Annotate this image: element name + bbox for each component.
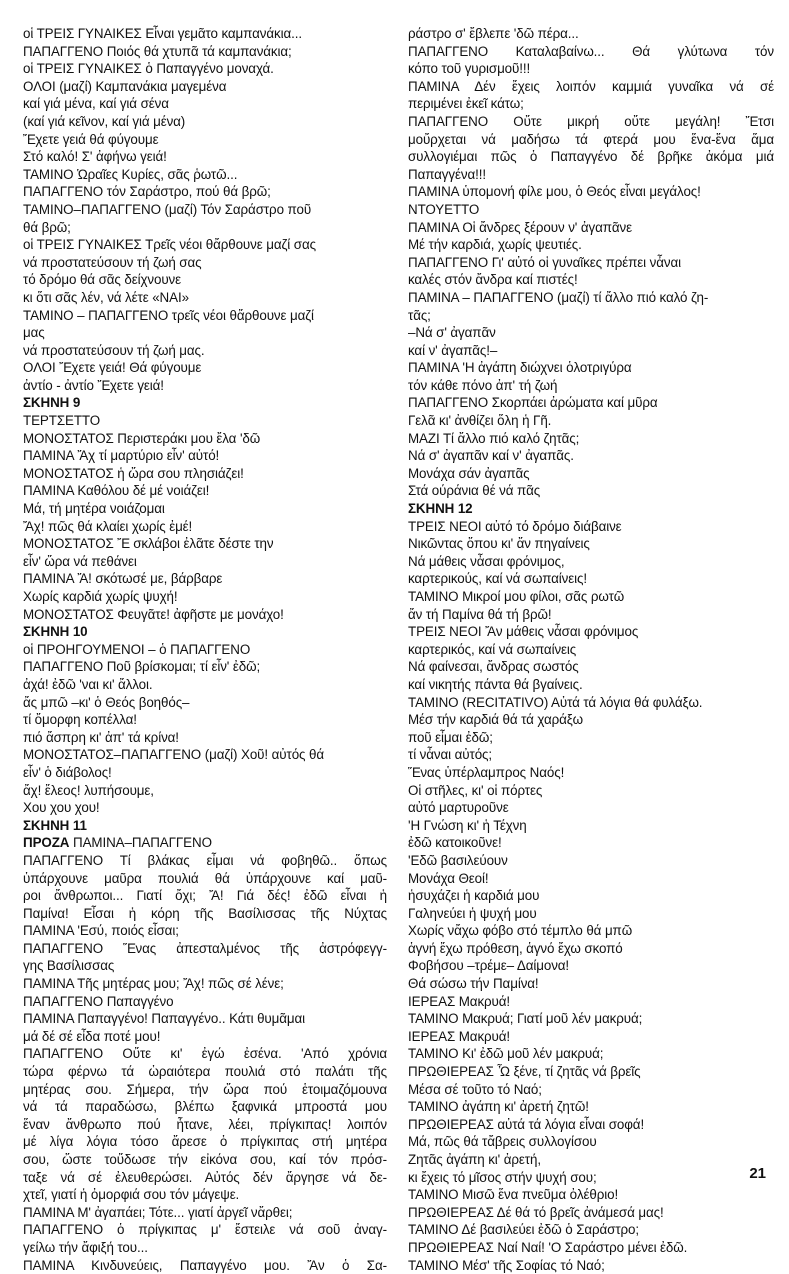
text-line: ΜΟΝΟΣΤΑΤΟΣ ἡ ὥρα σου πλησιάζει! [23,465,244,481]
text-line: Ἔχετε γειά θά φύγουμε [23,131,159,147]
text-line: περιμένει ἐκεῖ κάτω; [408,96,524,112]
text-line: ΠΑΜΙΝΑ Κινδυνεύεις, Παπαγγένο μου. Ἄν ὁ Σα- [23,1257,387,1273]
text-line: ΤΕΡΤΣΕΤΤΟ [23,413,101,429]
text-line: οἱ ΤΡΕΙΣ ΓΥΝΑΙΚΕΣ Εἶναι γεμᾶτο καμπανάκια... [23,26,302,41]
text-line: μέ λίγα λόγια τόσο ἄρεσε ὁ πρίγκιπας στή μητέρα [23,1134,387,1150]
text-line: ταξε νά σέ ἐλευθερώσει. Αὐτός δέν ἄργησε νά δε- [23,1169,387,1185]
text-line: ΠΡΩΘΙΕΡΕΑΣ Ναί Ναί! 'Ο Σαράστρο μένει ἐδῶ. [408,1239,688,1255]
text-line: Μέσα σέ τοῦτο τό Ναό; [408,1081,542,1097]
text-line: Χωρίς νἄχω φόβο στό τέμπλο θά μπῶ [408,923,633,939]
text-line: Χου χου χου! [23,800,100,816]
text-line: ράστρο σ' ἔβλεπε 'δῶ πέρα... [408,26,579,41]
text-line: συλλογιέμαι πῶς ὁ Παπαγγένο δέ βρῆκε ἀκόμα μιά [408,149,774,165]
text-line: εἶν' ὥρα νά πεθάνει [23,553,137,569]
text-line: ΤΑΜΙΝΟ Μακρυά; Γιατί μοῦ λέν μακρυά; [408,1011,643,1027]
text-line: ΠΑΠΑΓΓΕΝΟ Γι' αὐτό οἱ γυναῖκες πρέπει νἆναι [408,254,681,270]
text-line: ΙΕΡΕΑΣ Μακρυά! [408,1028,511,1044]
text-line: νά τά παραδώσω, βλέπω ξαφνικά μπροστά μου [23,1099,387,1115]
text-line: ΤΑΜΙΝΟ Μέσ' τῆς Σοφίας τό Ναό; [408,1257,605,1273]
text-line: τό δρόμο θά σᾶς δείχνουνε [23,272,182,288]
text-line: ΜΟΝΟΣΤΑΤΟΣ Ἔ σκλάβοι ἐλᾶτε δέστε την [23,536,274,552]
section-heading: ΣΚΗΝΗ 12 [408,501,473,517]
text-line: τώρα φέρνω τά ὡραιότερα πουλιά στό παλάτι τῆς [23,1064,387,1080]
text-line: καρτερικός, καί νά σωπαίνεις [408,641,577,657]
text-line: –Νά σ' ἀγαπᾶν [408,325,496,341]
text-line: ἕναν ἄνθρωπο πού ἦτανε, λέει, πρίγκιπας! λοιπόν [23,1116,387,1132]
text-line: Μά, τή μητέρα νοιάζομαι [23,501,165,517]
text-line: οἱ ΠΡΟΗΓΟΥΜΕΝΟΙ – ὁ ΠΑΠΑΓΓΕΝΟ [23,641,251,657]
text-line: εἶν' ὁ διάβολος! [23,764,112,780]
text-line: ΤΡΕΙΣ ΝΕΟΙ αὐτό τό δρόμο διάβαινε [408,518,622,534]
text-line: κι ὅτι σᾶς λέν, νά λέτε «ΝΑΙ» [23,289,189,305]
text-line: ΠΑΠΑΓΓΕΝΟ Τί βλάκας εἶμαι νά φοβηθῶ.. ὅπως [23,852,387,868]
text-line: ΤΑΜΙΝΟ Κι' ἐδῶ μοῦ λέν μακρυά; [408,1046,604,1062]
text-line: Νικῶντας ὅπου κι' ἄν πηγαίνεις [408,536,590,552]
text-line: ΠΑΜΙΝΑ – ΠΑΠΑΓΓΕΝΟ (μαζί) τί ἄλλο πιό καλό ζη- [408,289,709,305]
text-line: καί ν' ἀγαπᾶς!– [408,342,498,358]
text-line: ΜΟΝΟΣΤΑΤΟΣ Περιστεράκι μου ἔλα 'δῶ [23,430,261,446]
text-line: Γαληνεύει ἡ ψυχή μου [408,905,537,921]
text-line: Οἱ στῆλες, κι' οἱ πόρτες [408,782,543,798]
text-line: οἱ ΤΡΕΙΣ ΓΥΝΑΙΚΕΣ Τρεῖς νέοι θἄρθουνε μαζί σας [23,237,316,253]
text-line: ΜΑΖΙ Τί ἄλλο πιό καλό ζητᾶς; [408,430,580,446]
text-line: κόπο τοῦ γυρισμοῦ!!! [408,61,531,77]
text-line: ΟΛΟΙ (μαζί) Καμπανάκια μαγεμένα [23,78,227,94]
text-line: Μονάχα σάν ἀγαπᾶς [408,465,530,481]
text-line: ΠΑΠΑΓΓΕΝΟ Παπαγγένο [23,993,174,1009]
text-line: καί νικητής πάντα θά βγαίνεις. [408,676,583,692]
text-line: ΠΡΩΘΙΕΡΕΑΣ Ὦ ξένε, τί ζητᾶς νά βρεῖς [408,1064,641,1080]
text-line: ΠΑΜΙΝΑ Ἄχ τί μαρτύριο εἶν' αὐτό! [23,448,220,464]
text-line: 'Η Γνώση κι' ἡ Τέχνη [408,817,527,833]
text-line: ΠΑΠΑΓΓΕΝΟ Οὔτε κι' ἐγώ ἐσένα. 'Από χρόνια [23,1046,387,1062]
text-line: Μέ τήν καρδιά, χωρίς ψευτιές. [408,237,582,253]
prose-label: ΠΡΟΖΑ [23,835,70,851]
text-line: ἄς μπῶ –κι' ὁ Θεός βοηθός– [23,694,190,710]
text-line: ΠΑΜΙΝΑ 'Η ἀγάπη διώχνει ὁλοτριγύρα [408,360,632,376]
text-line: τόν κάθε πόνο ἀπ' τή ζωή [408,377,558,393]
text-line: ΠΡΩΘΙΕΡΕΑΣ αὐτά τά λόγια εἶναι σοφά! [408,1116,645,1132]
text-line: καί γιά μένα, καί γιά σένα [23,96,169,112]
text-line: Θά σώσω τήν Παμίνα! [408,976,539,992]
text-line: ἄν τή Παμίνα θά τή βρῶ! [408,606,552,622]
text-line: ἁγνή ἔχω πρόθεση, ἁγνό ἔχω σκοπό [408,940,623,956]
text-line: 'Εδῶ βασιλεύουν [408,852,508,868]
text-line: Παμίνα! Εἶσαι ἡ κόρη τῆς Βασίλισσας τῆς Νύχτας [23,905,387,921]
text-line: ΠΑΠΑΓΓΕΝΟ ὁ πρίγκιπας μ' ἔστειλε νά σοῦ ἀναγ- [23,1222,387,1238]
text-line: μας [23,325,45,341]
text-line: ΠΡΩΘΙΕΡΕΑΣ Δέ θά τό βρεῖς ἀνάμεσά μας! [408,1204,664,1220]
text-line: ΠΑΜΙΝΑ Δέν ἔχεις λοιπόν καμμιά γυναῖκα νά σέ [408,78,774,94]
text-line: Ἄχ! πῶς θά κλαίει χωρίς ἐμέ! [23,518,193,534]
text-line: ροι ἄνθρωποι... Γιατί ὄχι; Ἄ! Γιά δές! ἐδῶ εἶναι ἡ [23,888,387,904]
text-line: ΤΑΜΙΝΟ–ΠΑΠΑΓΓΕΝΟ (μαζί) Τόν Σαράστρο ποῦ [23,201,312,217]
text-line: κι ἔχεις τό μῖσος στήν ψυχή σου; [408,1169,597,1185]
text-line: Χωρίς καρδιά χωρίς ψυχή! [23,589,178,604]
text-line: χτεῖ, γιατί ἡ ὀμορφιά σου τόν μάγεψε. [23,1187,240,1203]
text-line: ΤΑΜΙΝΟ ἀγάπη κι' ἀρετή ζητῶ! [408,1099,589,1115]
text-line: ὑπάρχουνε μαῦρα πουλιά θά ὑπάρχουνε καί μαῦ- [23,870,387,886]
text-line: Φοβήσου –τρέμε– Δαίμονα! [408,958,570,974]
text-line: ΠΑΠΑΓΓΕΝΟ τόν Σαράστρο, πού θά βρῶ; [23,184,271,200]
text-line: ἀχά! ἐδῶ 'ναι κι' ἄλλοι. [23,676,153,692]
text-line: σου, ὥστε τοὔδωσε τήν εἰκόνα σου, καί τόν πρόσ- [23,1152,387,1167]
section-heading: ΣΚΗΝΗ 10 [23,624,88,640]
text-line: ἄχ! ἔλεος! λυπήσουμε, [23,782,154,798]
text-line: ἡσυχάζει ἡ καρδιά μου [408,888,540,904]
page-number: 21 [749,1165,766,1182]
text-line: ΤΑΜΙΝΟ Μισῶ ἕνα πνεῦμα ὀλέθριο! [408,1187,619,1203]
text-line: αὐτό μαρτυροῦνε [408,800,509,816]
text-line: ΠΑΜΙΝΑ Ἄ! σκότωσέ με, βάρβαρε [23,571,223,587]
text-line: ΠΑΜΙΝΑ Καθόλου δέ μέ νοιάζει! [23,483,210,499]
text-line: ΤΑΜΙΝΟ – ΠΑΠΑΓΓΕΝΟ τρεῖς νέοι θἄρθουνε μαζί [23,307,314,323]
text-line: ποῦ εἶμαι ἐδῶ; [408,729,493,745]
text-line: Γελᾶ κι' ἀνθίζει ὅλη ἡ Γῆ. [408,413,552,429]
text-line: Νά μάθεις νἆσαι φρόνιμος, [408,553,565,569]
right-text-column [408,25,774,1274]
text-line: ΙΕΡΕΑΣ Μακρυά! [408,993,511,1009]
text-line: τᾶς; [408,307,431,323]
text-line: ΜΟΝΟΣΤΑΤΟΣ Φευγᾶτε! ἀφῆστε με μονάχο! [23,606,284,622]
text-line: ΠΑΜΙΝΑ Παπαγγένο! Παπαγγένο.. Κάτι θυμᾶμαι [23,1011,306,1027]
text-line: οἱ ΤΡΕΙΣ ΓΥΝΑΙΚΕΣ ὁ Παπαγγένο μοναχά. [23,61,274,77]
section-heading: ΣΚΗΝΗ 11 [23,817,87,833]
left-text-column [23,25,387,1274]
text-line: ΤΑΜΙΝΟ Μικροί μου φίλοι, σᾶς ρωτῶ [408,589,625,604]
text-line: καρτερικούς, καί νά σωπαίνεις! [408,571,587,587]
text-line: Παπαγγένα!!! [408,166,486,182]
text-line: ΠΑΜΙΝΑ Μ' ἀγαπάει; Τότε... γιατί ἀργεῖ νἄρθει; [23,1204,293,1220]
text-line: ἐδῶ κατοικοῦνε! [408,835,502,851]
text-line: νά προστατεύσουν τή ζωή σας [23,254,202,270]
text-line: Ἕνας ὑπέρλαμπρος Ναός! [408,764,565,780]
text-line: τί ὄμορφη κοπέλλα! [23,712,137,728]
text-line: Μέσ τήν καρδιά θά τά χαράξω [408,712,584,728]
text-line: ΠΑΜΙΝΑ Τῆς μητέρας μου; Ἄχ! πῶς σέ λένε; [23,976,284,992]
text-line: θά βρῶ; [23,219,71,235]
text-line: Νά φαίνεσαι, ἄνδρας σωστός [408,659,579,675]
text-line: Στά ούράνια θέ νά πᾶς [408,483,541,499]
text-line: ΠΑΠΑΓΓΕΝΟ Ποιός θά χτυπᾶ τά καμπανάκια; [23,43,292,59]
text-line: ΠΑΜΙΝΑ 'Εσύ, ποιός εἶσαι; [23,923,179,939]
text-line: ἀντίο - ἀντίο Ἔχετε γειά! [23,377,164,393]
text-line: μά δέ σέ εἶδα ποτέ μου! [23,1028,161,1044]
text-line: ΠΑΠΑΓΓΕΝΟ Καταλαβαίνω... Θά γλύτωνα τόν [408,43,774,59]
text-line: Μά, πῶς θά τἄβρεις συλλογίσου [408,1134,597,1150]
text-line: Μονάχα Θεοί! [408,870,489,886]
text-line: ΟΛΟΙ Ἔχετε γειά! Θά φύγουμε [23,360,202,376]
text-line: ΠΑΠΑΓΓΕΝΟ Ἕνας ἀπεσταλμένος τῆς ἀστρόφεγγ- [23,940,387,956]
section-heading: ΣΚΗΝΗ 9 [23,395,81,411]
text-line: (καί γιά κεῖνον, καί γιά μένα) [23,113,186,129]
text-line: γης Βασίλισσας [23,958,115,974]
text-line: τί νἆναι αὐτός; [408,747,493,763]
text-line: μοὔρχεται νά μαδήσω τά φτερά μου ἕνα-ἕνα ἅμα [408,131,774,147]
text-line: ΤΑΜΙΝΟ Δέ βασιλεύει ἐδῶ ὁ Σαράστρο; [408,1222,640,1238]
text-line: ΤΑΜΙΝΟ (RECITATIVO) Αὐτά τά λόγια θά φυλάξω. [408,694,703,710]
text-line: ΜΟΝΟΣΤΑΤΟΣ–ΠΑΠΑΓΓΕΝΟ (μαζί) Χοῦ! αὐτός θά [23,747,325,763]
text-line: πιό ἄσπρη κι' ἀπ' τά κρίνα! [23,729,179,745]
text-line: ΠΑΠΑΓΓΕΝΟ Ποῦ βρίσκομαι; τί εἶν' ἐδῶ; [23,659,261,675]
text-line: γείλω τήν ἄφιξή του... [23,1239,148,1255]
text-line: ΝΤΟΥΕΤΤΟ [408,201,480,217]
text-line: ΤΑΜΙΝΟ Ὡραῖες Κυρίες, σᾶς ῥωτῶ... [23,166,238,182]
section-heading: ΠΡΟΖΑ ΠΑΜΙΝΑ–ΠΑΠΑΓΓΕΝΟ [23,835,212,851]
text-line: καλές στόν ἄνδρα καί πιστές! [408,272,578,288]
text-line: νά προστατεύσουν τή ζωή μας. [23,342,205,358]
text-line: Ζητᾶς ἀγάπη κι' ἀρετή, [408,1152,541,1167]
text-line: ΠΑΠΑΓΓΕΝΟ Σκορπάει ἀρώματα καί μῦρα [408,395,658,411]
text-line: μητέρας σου. Σήμερα, τήν ὥρα πού ἑτοιμαζόμουνα [23,1081,387,1097]
text-line: ΤΡΕΙΣ ΝΕΟΙ Ἄν μάθεις νἆσαι φρόνιμος [408,624,639,640]
text-line: Νά σ' ἀγαπᾶν καί ν' ἀγαπᾶς. [408,448,574,464]
text-line: Στό καλό! Σ' ἀφήνω γειά! [23,149,167,165]
text-line: ΠΑΜΙΝΑ Οἱ ἄνδρες ξέρουν ν' ἀγαπᾶνε [408,219,632,235]
text-line: ΠΑΠΑΓΓΕΝΟ Οὔτε μικρή οὔτε μεγάλη! Ἔτσι [408,113,774,129]
text-line: ΠΑΜΙΝΑ ὑπομονή φίλε μου, ὁ Θεός εἶναι μεγάλος! [408,184,701,200]
